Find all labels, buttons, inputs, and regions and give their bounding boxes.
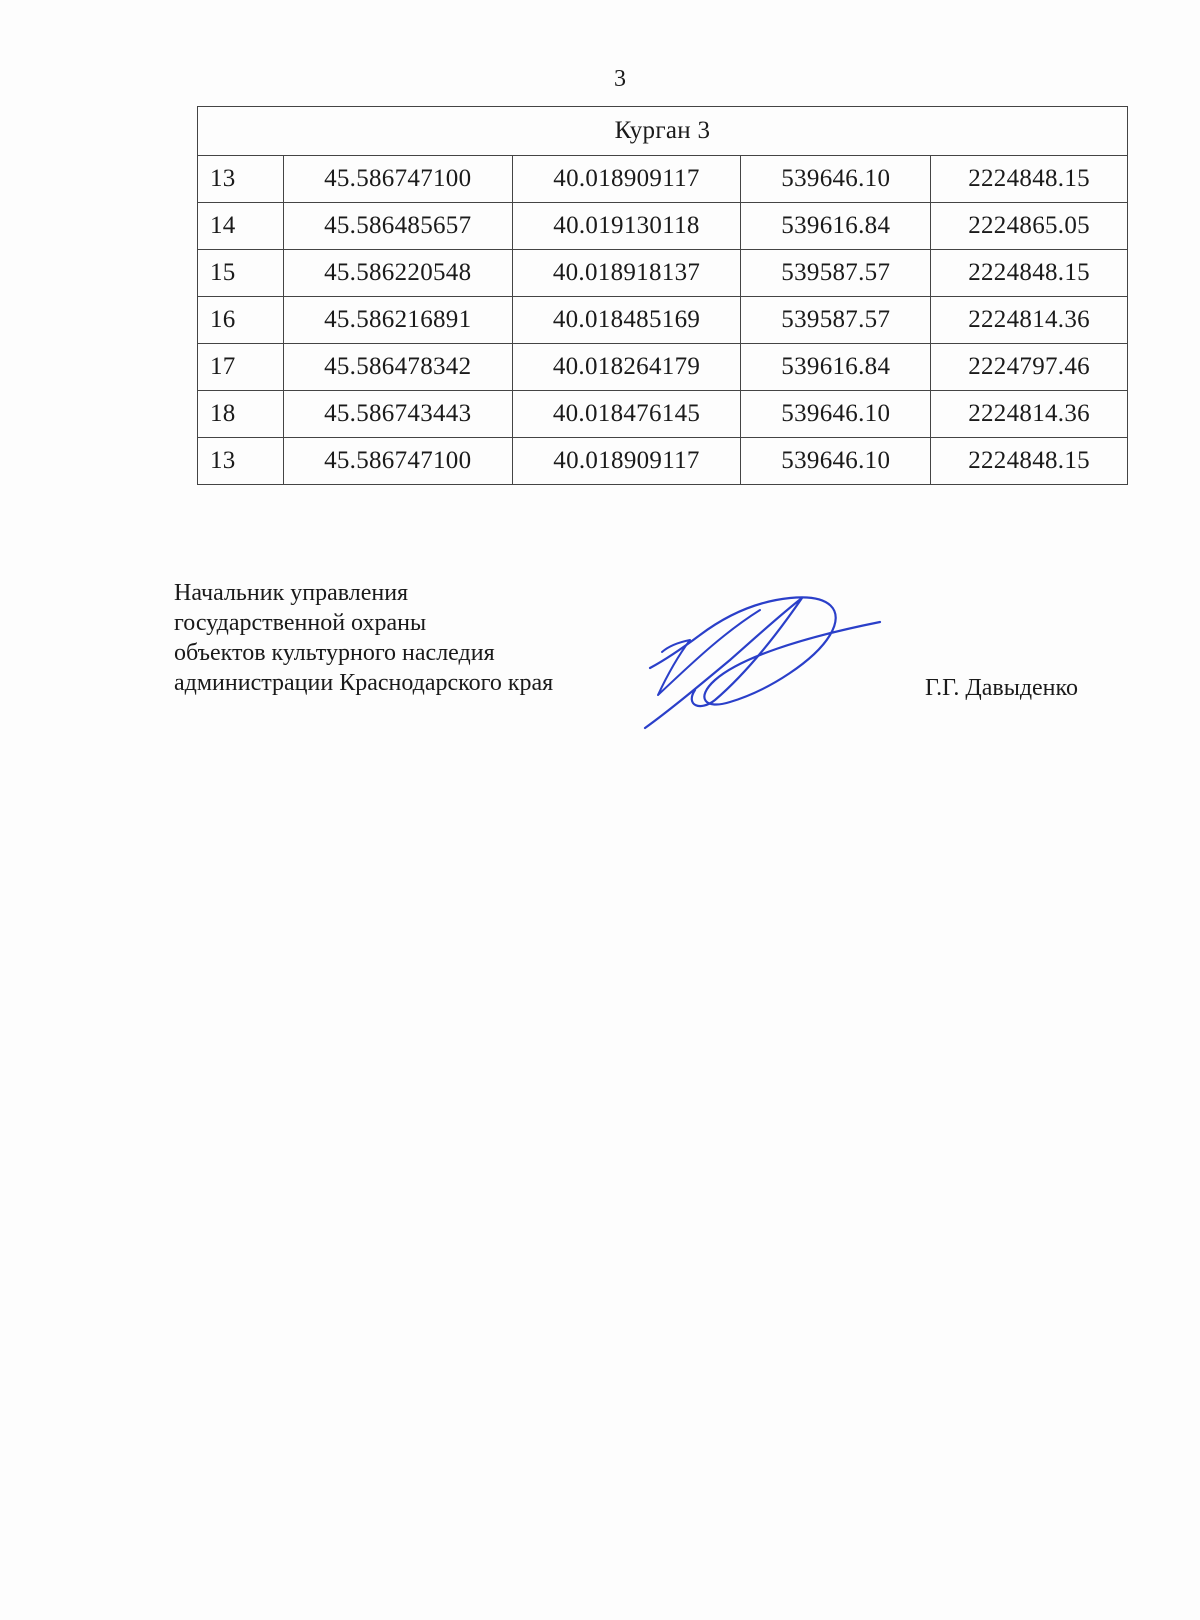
table-row [198, 156, 1128, 203]
point-number-cell: 17 [198, 344, 284, 391]
signature-stroke [645, 598, 802, 728]
point-number-cell: 18 [198, 391, 284, 438]
latitude-cell: 45.586485657 [283, 203, 512, 250]
longitude-cell: 40.018264179 [512, 344, 741, 391]
x-coordinate-cell: 539616.84 [741, 344, 931, 391]
signer-position-line: государственной охраны [174, 610, 427, 636]
table-row [198, 391, 1128, 438]
y-coordinate-cell: 2224797.46 [931, 344, 1128, 391]
longitude-cell: 40.018918137 [512, 250, 741, 297]
latitude-cell: 45.586743443 [283, 391, 512, 438]
longitude-cell: 40.018476145 [512, 391, 741, 438]
table-group-title: Курган 3 [198, 107, 1128, 156]
latitude-cell: 45.586216891 [283, 297, 512, 344]
x-coordinate-cell: 539646.10 [741, 438, 931, 485]
x-coordinate-cell: 539646.10 [741, 156, 931, 203]
longitude-cell: 40.018909117 [512, 156, 741, 203]
signer-position-line: Начальник управления [174, 580, 409, 606]
latitude-cell: 45.586220548 [283, 250, 512, 297]
table-row [198, 250, 1128, 297]
x-coordinate-cell: 539587.57 [741, 250, 931, 297]
signer-name: Г.Г. Давыденко [925, 675, 1078, 701]
table-row [198, 203, 1128, 250]
coordinates-table [197, 106, 1128, 485]
longitude-cell: 40.018909117 [512, 438, 741, 485]
table-row [198, 344, 1128, 391]
table-row [198, 297, 1128, 344]
point-number-cell: 13 [198, 156, 284, 203]
y-coordinate-cell: 2224848.15 [931, 438, 1128, 485]
point-number-cell: 13 [198, 438, 284, 485]
y-coordinate-cell: 2224848.15 [931, 250, 1128, 297]
signer-position-line: объектов культурного наследия [174, 640, 495, 666]
point-number-cell: 16 [198, 297, 284, 344]
y-coordinate-cell: 2224865.05 [931, 203, 1128, 250]
y-coordinate-cell: 2224814.36 [931, 297, 1128, 344]
point-number-cell: 15 [198, 250, 284, 297]
latitude-cell: 45.586478342 [283, 344, 512, 391]
signature-block [174, 578, 553, 698]
table-group-header-row [198, 107, 1128, 156]
signature-stroke [658, 610, 760, 695]
y-coordinate-cell: 2224814.36 [931, 391, 1128, 438]
longitude-cell: 40.019130118 [512, 203, 741, 250]
x-coordinate-cell: 539646.10 [741, 391, 931, 438]
y-coordinate-cell: 2224848.15 [931, 156, 1128, 203]
longitude-cell: 40.018485169 [512, 297, 741, 344]
signer-position-line: администрации Краснодарского края [174, 670, 554, 696]
latitude-cell: 45.586747100 [283, 438, 512, 485]
table-row [198, 438, 1128, 485]
signature-stroke [650, 597, 880, 704]
page-number: 3 [614, 66, 626, 92]
x-coordinate-cell: 539587.57 [741, 297, 931, 344]
handwritten-signature [640, 590, 920, 740]
latitude-cell: 45.586747100 [283, 156, 512, 203]
point-number-cell: 14 [198, 203, 284, 250]
x-coordinate-cell: 539616.84 [741, 203, 931, 250]
